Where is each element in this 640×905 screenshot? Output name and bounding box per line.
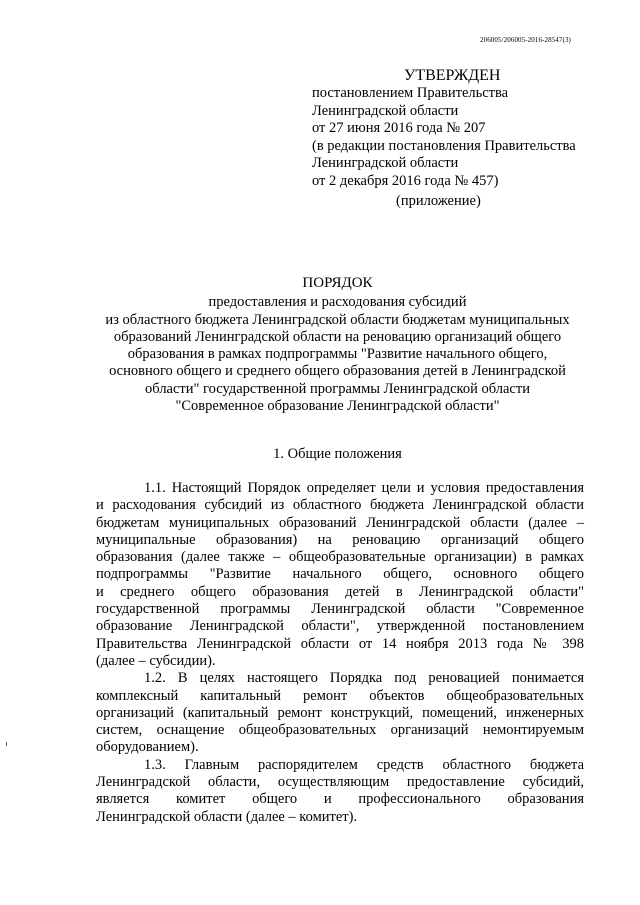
paragraph-1-3 xyxy=(96,757,584,826)
title-line: основного общего и среднего общего образования детей в Ленинградской xyxy=(109,363,566,380)
paragraph-line: систем, оснащение общеобразовательных организаций немонтируемым xyxy=(96,722,584,739)
approval-block xyxy=(312,66,622,211)
paragraph-1-1 xyxy=(96,480,584,670)
title-line: из областного бюджета Ленинградской области бюджетам муниципальных xyxy=(105,311,570,328)
paragraph-line: государственной программы Ленинградской области "Современное xyxy=(96,601,584,618)
approval-line: от 2 декабря 2016 года № 457) xyxy=(312,172,499,189)
approval-line: (в редакции постановления Правительства xyxy=(312,137,576,154)
title-line: образования в рамках подпрограммы "Развитие начального общего, xyxy=(127,346,548,363)
section-heading: 1. Общие положения xyxy=(273,446,402,462)
paragraph-line: Ленинградской области, осуществляющим предоставление субсидий, xyxy=(96,774,584,791)
title-line: образований Ленинградской области на реновацию организаций общего xyxy=(113,328,562,345)
approval-line: от 27 июня 2016 года № 207 xyxy=(312,120,486,136)
paragraph-line: (далее – субсидии). xyxy=(96,652,216,669)
document-title: ПОРЯДОК xyxy=(302,275,373,291)
paragraph-line: образование Ленинградской области", утвержденной постановлением xyxy=(96,618,584,635)
title-line: предоставления и расходования субсидий xyxy=(208,294,467,311)
paragraph-line: подпрограммы "Развитие начального общего, основного общего xyxy=(96,566,584,583)
paragraph-line: образования (далее также – общеобразовательные организации) в рамках xyxy=(96,549,584,566)
paragraph-1-2 xyxy=(96,670,584,756)
title-line: области" государственной программы Ленинградской области xyxy=(145,380,530,397)
paragraph-line: организаций (капитальный ремонт конструкций, помещений, инженерных xyxy=(96,704,584,721)
title-line: "Современное образование Ленинградской области" xyxy=(175,398,500,415)
paragraph-line: 1.2. В целях настоящего Порядка под реновацией понимается xyxy=(144,670,584,687)
paragraph-line: Ленинградской области (далее – комитет). xyxy=(96,808,358,825)
approval-line: Ленинградской области xyxy=(312,102,459,119)
paragraph-line: бюджетам муниципальных образований Ленинградской области (далее – xyxy=(96,514,584,531)
paragraph-line: оборудованием). xyxy=(96,739,199,756)
document-number: 206005/206005-2016-28547(3) xyxy=(480,36,571,44)
paragraph-line: и расходования субсидий из областного бюджета Ленинградской области xyxy=(96,497,584,514)
body-text xyxy=(96,480,584,826)
document-title-block xyxy=(90,275,585,415)
paragraph-line: комплексный капитальный ремонт объектов общеобразовательных xyxy=(96,687,584,704)
margin-mark xyxy=(6,742,7,746)
approval-appendix: (приложение) xyxy=(396,193,481,209)
approval-line: Ленинградской области xyxy=(312,155,459,171)
paragraph-line: Правительства Ленинградской области от 14 ноября 2013 года № 398 xyxy=(96,635,584,652)
paragraph-line: и среднего общего образования детей в Ленинградской области" xyxy=(96,583,584,600)
paragraph-line: 1.3. Главным распорядителем средств областного бюджета xyxy=(144,756,584,773)
paragraph-line: 1.1. Настоящий Порядок определяет цели и условия предоставления xyxy=(144,480,584,496)
paragraph-line: муниципальные образования) на реновацию организаций общего xyxy=(96,531,584,548)
approval-line: постановлением Правительства xyxy=(312,85,509,101)
approval-heading: УТВЕРЖДЕН xyxy=(404,67,501,84)
paragraph-line: является комитет общего и профессионального образования xyxy=(96,791,584,808)
